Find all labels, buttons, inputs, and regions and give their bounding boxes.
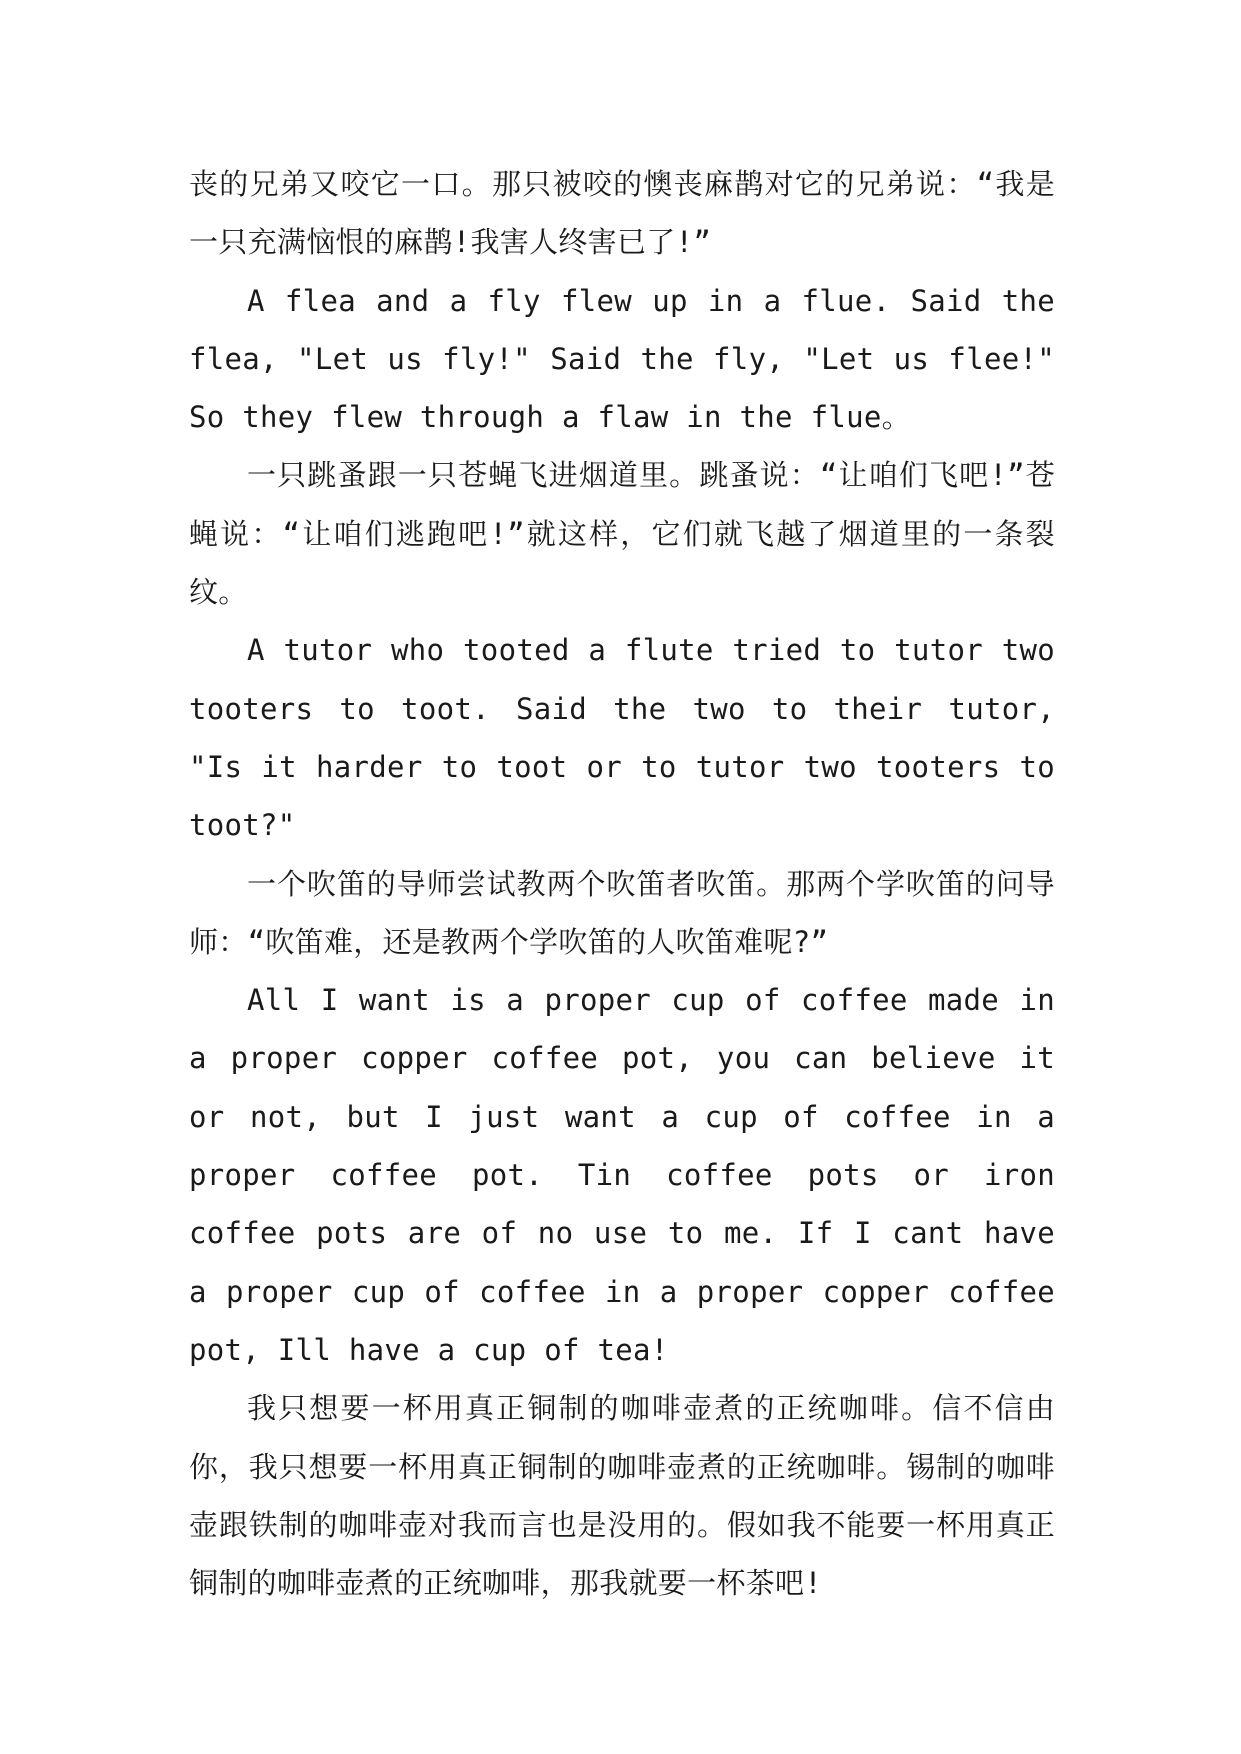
paragraph-en-coffee: All I want is a proper cup of coffee made in a proper copper coffee pot, you can believe it or not, but I just want a cup of coffee in a proper coffee pot. Tin coffee pots or iron coffee pots are of no use to me. If I cant have a proper cup of coffee in a proper copper coffee pot, Ill have a cup of tea! <box>189 983 1055 1367</box>
paragraph-zh-coffee: 我只想要一杯用真正铜制的咖啡壶煮的正统咖啡。信不信由你，我只想要一杯用真正铜制的咖啡壶煮的正统咖啡。锡制的咖啡壶跟铁制的咖啡壶对我而言也是没用的。假如我不能要一杯用真正铜制的咖啡壶煮的正统咖啡，那我就要一杯茶吧! <box>189 1391 1055 1601</box>
paragraph-en-flea: A flea and a fly flew up in a flue. Said the flea, "Let us fly!" Said the fly, "Let us flee!" So they flew through a flaw in the flue。 <box>189 283 1055 435</box>
paragraph-en-tutor: A tutor who tooted a flute tried to tutor two tooters to toot. Said the two to their tutor, "Is it harder to toot or to tutor two tooters to toot?" <box>189 633 1055 843</box>
paragraph-zh-tutor: 一个吹笛的导师尝试教两个吹笛者吹笛。那两个学吹笛的问导师：“吹笛难，还是教两个学吹笛的人吹笛难呢?” <box>189 866 1055 959</box>
paragraph-zh-flea: 一只跳蚤跟一只苍蝇飞进烟道里。跳蚤说：“让咱们飞吧!”苍蝇说：“让咱们逃跑吧!”就这样，它们就飞越了烟道里的一条裂纹。 <box>189 458 1055 610</box>
document-body <box>189 155 1055 1612</box>
paragraph-zh-1: 丧的兄弟又咬它一口。那只被咬的懊丧麻鹊对它的兄弟说：“我是一只充满恼恨的麻鹊!我害人终害已了!” <box>189 167 1055 260</box>
